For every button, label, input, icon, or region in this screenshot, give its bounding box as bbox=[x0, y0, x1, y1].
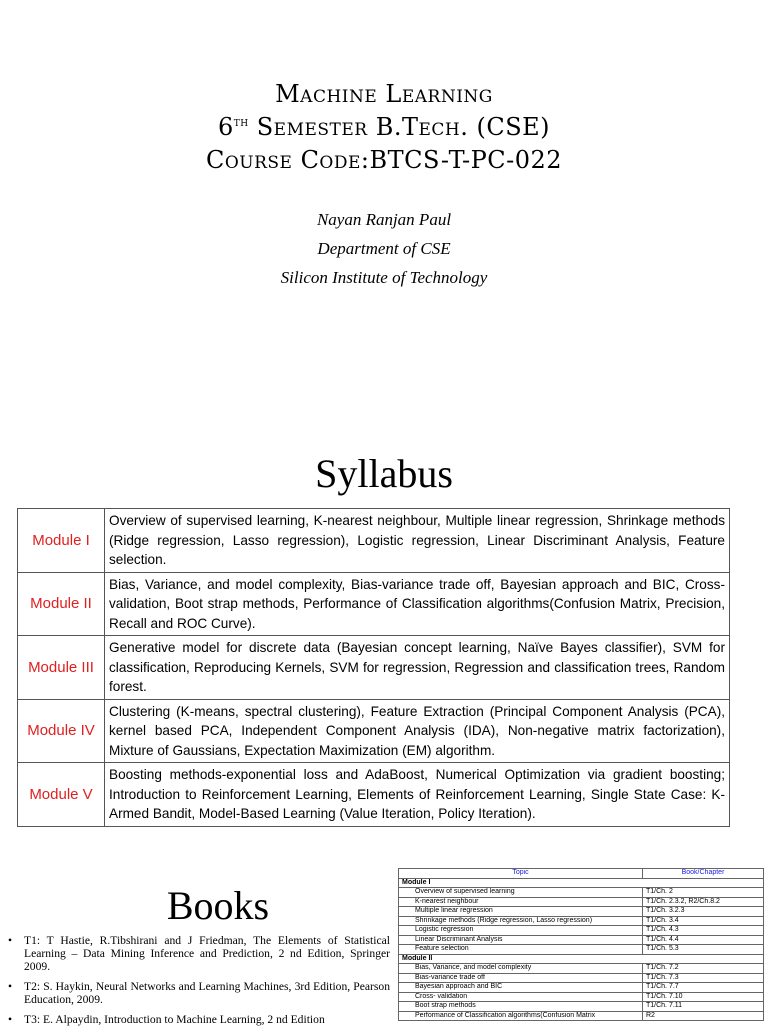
syllabus-row bbox=[18, 572, 730, 636]
module-label: Module I bbox=[18, 509, 105, 573]
module-label: Module II bbox=[18, 572, 105, 636]
book-text: T3: E. Alpaydin, Introduction to Machine Learning, 2 nd Edition bbox=[24, 1013, 325, 1026]
table-row bbox=[399, 926, 764, 936]
table-row bbox=[399, 916, 764, 926]
syllabus-row bbox=[18, 763, 730, 827]
author-institute: Silicon Institute of Technology bbox=[280, 268, 488, 287]
module-content: Overview of supervised learning, K-nearest neighbour, Multiple linear regression, Shrinkage methods (Ridge regression, Lasso regression), Logistic regression, Linear Discriminant Analysis, Feature selection. bbox=[105, 509, 730, 573]
semester-number: 6 bbox=[217, 113, 234, 141]
book-text: T2: S. Haykin, Neural Networks and Learning Machines, 3rd Edition, Pearson Education, 2009. bbox=[24, 980, 390, 1006]
syllabus-row bbox=[18, 699, 730, 763]
course-code: Course Code:BTCS-T-PC-022 bbox=[205, 146, 563, 174]
author-department: Department of CSE bbox=[317, 239, 451, 258]
chapter-cell: R2 bbox=[643, 1011, 764, 1021]
module-header-label: Module I bbox=[399, 878, 764, 888]
table-row bbox=[399, 992, 764, 1002]
syllabus-table bbox=[17, 508, 730, 827]
table-row bbox=[399, 1002, 764, 1012]
table-row bbox=[399, 973, 764, 983]
module-header-row bbox=[399, 954, 764, 964]
topic-cell: Boot strap methods bbox=[399, 1002, 643, 1012]
topic-column-header: Topic bbox=[399, 869, 643, 879]
topic-cell: Bias-variance trade off bbox=[399, 973, 643, 983]
book-item bbox=[8, 934, 390, 973]
module-header-label: Module II bbox=[399, 954, 764, 964]
topic-cell: Feature selection bbox=[399, 945, 643, 955]
bullet: • bbox=[8, 980, 13, 993]
module-content: Generative model for discrete data (Bayesian concept learning, Naïve Bayes classifier), SVM for classification, Reproducing Kernels, SVM for regression, Regression and classification trees, Random forest. bbox=[105, 636, 730, 700]
topic-cell: Overview of supervised learning bbox=[399, 888, 643, 898]
bullet: • bbox=[8, 934, 13, 947]
chapter-cell: T1/Ch. 3.4 bbox=[643, 916, 764, 926]
topic-cell: Multiple linear regression bbox=[399, 907, 643, 917]
table-row bbox=[399, 907, 764, 917]
semester-suffix: th bbox=[233, 115, 249, 130]
semester-text: Semester B.Tech. (CSE) bbox=[248, 113, 551, 141]
topic-cell: Linear Discriminant Analysis bbox=[399, 935, 643, 945]
book-item bbox=[8, 1013, 390, 1026]
topic-cell: Bias, Variance, and model complexity bbox=[399, 964, 643, 974]
chapter-cell: T1/Ch. 2 bbox=[643, 888, 764, 898]
module-content: Clustering (K-means, spectral clustering), Feature Extraction (Principal Component Analysis (PCA), kernel based PCA, Independent Component Analysis (IDA), Non-negative matrix factorization), Mixture of Gaussians, Expectation Maximization (EM) algorithm. bbox=[105, 699, 730, 763]
chapter-cell: T1/Ch. 7.3 bbox=[643, 973, 764, 983]
books-list bbox=[8, 934, 390, 1033]
topics-header-row bbox=[399, 869, 764, 879]
topic-cell: Logistic regression bbox=[399, 926, 643, 936]
book-item bbox=[8, 980, 390, 1006]
module-label: Module V bbox=[18, 763, 105, 827]
chapter-cell: T1/Ch. 7.7 bbox=[643, 983, 764, 993]
table-row bbox=[399, 1011, 764, 1021]
syllabus-row bbox=[18, 509, 730, 573]
topic-cell: Bayesian approach and BIC bbox=[399, 983, 643, 993]
topics-table bbox=[398, 868, 764, 1021]
chapter-cell: T1/Ch. 7.2 bbox=[643, 964, 764, 974]
module-content: Bias, Variance, and model complexity, Bias-variance trade off, Bayesian approach and BIC, Cross-validation, Boot strap methods, Performance of Classification algorithms(Confusion Matrix, Precision, Recall and ROC Curve). bbox=[105, 572, 730, 636]
module-label: Module IV bbox=[18, 699, 105, 763]
module-label: Module III bbox=[18, 636, 105, 700]
table-row bbox=[399, 897, 764, 907]
table-row bbox=[399, 935, 764, 945]
table-row bbox=[399, 983, 764, 993]
chapter-cell: T1/Ch. 7.10 bbox=[643, 992, 764, 1002]
syllabus-heading: Syllabus bbox=[315, 451, 453, 496]
table-row bbox=[399, 945, 764, 955]
course-title: Machine Learning bbox=[275, 80, 493, 108]
chapter-cell: T1/Ch. 5.3 bbox=[643, 945, 764, 955]
chapter-cell: T1/Ch. 4.3 bbox=[643, 926, 764, 936]
topic-cell: Cross- validation bbox=[399, 992, 643, 1002]
semester-line bbox=[0, 113, 768, 141]
module-header-row bbox=[399, 878, 764, 888]
chapter-cell: T1/Ch. 7.11 bbox=[643, 1002, 764, 1012]
chapter-column-header: Book/Chapter bbox=[643, 869, 764, 879]
author-name: Nayan Ranjan Paul bbox=[316, 210, 452, 229]
table-row bbox=[399, 964, 764, 974]
book-text: T1: T Hastie, R.Tibshirani and J Friedman, The Elements of Statistical Learning – Data Mining Inference and Prediction, 2 nd Edition, Springer 2009. bbox=[24, 934, 390, 973]
chapter-cell: T1/Ch. 3.2.3 bbox=[643, 907, 764, 917]
books-heading: Books bbox=[166, 883, 270, 928]
chapter-cell: T1/Ch. 4.4 bbox=[643, 935, 764, 945]
syllabus-row bbox=[18, 636, 730, 700]
topic-cell: Shrinkage methods (Ridge regression, Lasso regression) bbox=[399, 916, 643, 926]
chapter-cell: T1/Ch. 2.3.2, R2/Ch.8.2 bbox=[643, 897, 764, 907]
module-content: Boosting methods-exponential loss and AdaBoost, Numerical Optimization via gradient boosting; Introduction to Reinforcement Learning, Elements of Reinforcement Learning, Single State Case: K-Armed Bandit, Model-Based Learning (Value Iteration, Policy Iteration). bbox=[105, 763, 730, 827]
topic-cell: Performance of Classification algorithms(Confusion Matrix bbox=[399, 1011, 643, 1021]
topic-cell: K-nearest neighbour bbox=[399, 897, 643, 907]
bullet: • bbox=[8, 1013, 13, 1026]
table-row bbox=[399, 888, 764, 898]
